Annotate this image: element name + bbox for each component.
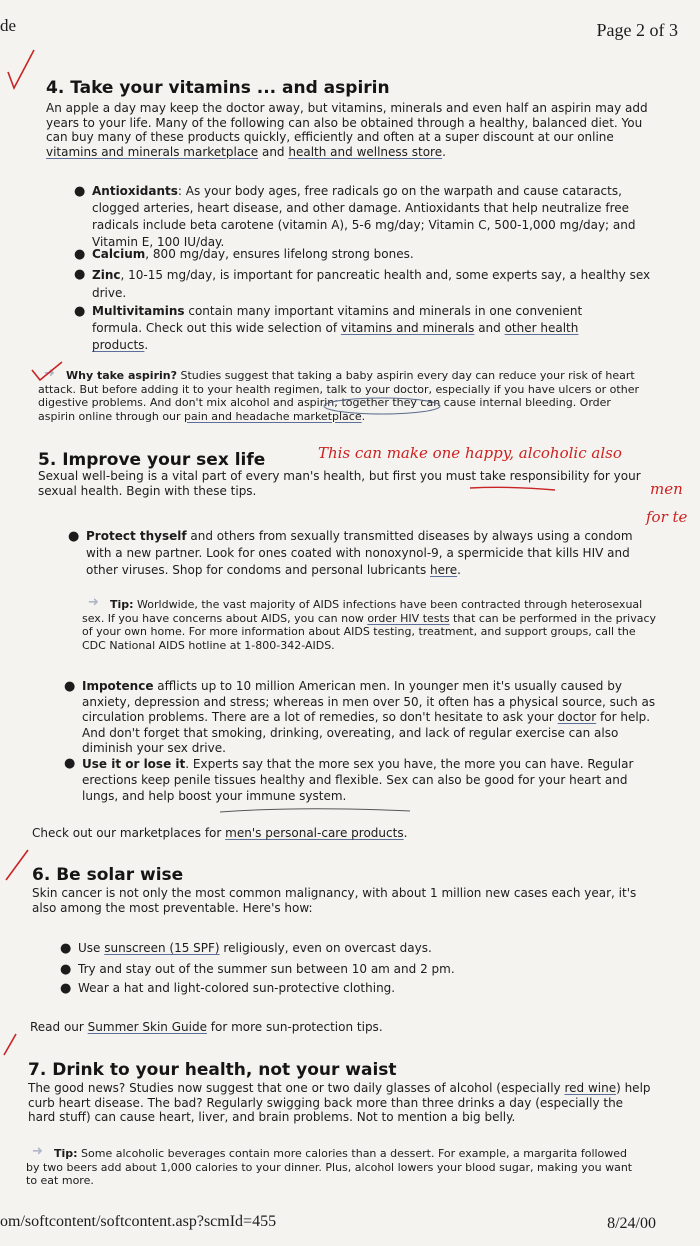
aids-tip: Tip: Worldwide, the vast majority of AIDS infections have been contracted through heterosexual sex. If you have concerns about AIDS, you can now order HIV tests that can be performed in the privacy of your own home. For more information about AIDS testing, treatment, and support groups, call the CDC National AIDS hotline at 1-800-342-AIDS. (82, 598, 657, 652)
red-wine-link[interactable]: red wine (564, 1081, 617, 1095)
list-item-hat: ● Wear a hat and light-colored sun-protective clothing. (60, 981, 396, 996)
check-mark (4, 1034, 16, 1055)
section-4-intro: An apple a day may keep the doctor away, but vitamins, minerals and even half an aspirin may add years to your life. Many of the following can also be obtained through a healthy, balanced diet. You can buy many of these products quickly, efficiently and often at a super discount at our online vitamins and minerals marketplace and health and wellness store. (46, 101, 648, 159)
section-7-intro: The good news? Studies now suggest that one or two daily glasses of alcohol (especially red wine) help curb heart disease. The bad? Regularly swigging back more than three drinks a day (especially the hard stuff) can cause heart, liver, and brain problems. Not to mention a big belly. (28, 1081, 651, 1124)
list-item-impotence: ● Impotence afflicts up to 10 million American men. In younger men it's usually caused by anxiety, depression and stress; whereas in men over 50, it often has a physical source, such as circulation problems. There are a lot of remedies, so don't hesitate to ask your doctor for help. And don't forget that smoking, drinking, overeating, and lack of regular exercise can also diminish your sex drive. (64, 679, 656, 755)
summer-skin-guide-link[interactable]: Summer Skin Guide (87, 1020, 207, 1034)
mens-personal-care-link[interactable]: men's personal-care products (225, 826, 404, 840)
section-4-title: 4. Take your vitamins ... and aspirin (46, 78, 390, 98)
handwritten-note-3: for te (646, 508, 688, 526)
vitamins-minerals-link[interactable]: vitamins and minerals (340, 321, 475, 335)
arrow-icon: ➜ (88, 595, 99, 610)
marketplace-line: Check out our marketplaces for men's personal-care products. (32, 826, 408, 840)
list-item-multivitamins: ● Multivitamins contain many important vitamins and minerals in one convenient formula. Check out this wide selection of vitamins and minerals and other health products. (74, 304, 583, 352)
check-mark (8, 50, 34, 88)
handwritten-note: This can make one happy, alcoholic also (318, 444, 622, 462)
list-item-zinc: ● Zinc, 10-15 mg/day, is important for pancreatic health and, some experts say, a healthy sex drive. (74, 267, 651, 300)
summer-skin-line: Read our Summer Skin Guide for more sun-protection tips. (30, 1020, 383, 1034)
doctor-link[interactable]: doctor (557, 710, 597, 724)
health-wellness-store-link[interactable]: health and wellness store (288, 144, 443, 159)
arrow-icon: ➜ (32, 1144, 43, 1159)
vitamins-marketplace-link[interactable]: vitamins and minerals marketplace (46, 144, 259, 159)
list-item-avoid-sun: ● Try and stay out of the summer sun between 10 am and 2 pm. (60, 962, 455, 977)
page-indicator: Page 2 of 3 (596, 20, 678, 40)
list-item-calcium: ● Calcium, 800 mg/day, ensures lifelong strong bones. (74, 247, 414, 262)
header-left-fragment: de (0, 16, 17, 35)
list-item-protect-thyself: ● Protect thyself and others from sexually transmitted diseases by always using a condom with a new partner. Look for ones coated with nonoxynol-9, a spermicide that kills HIV and other viruses. Shop for condoms and personal lubricants here. (68, 529, 633, 577)
footer-date: 8/24/00 (607, 1215, 656, 1232)
check-mark (6, 850, 28, 880)
arrow-icon: ➜ (44, 366, 55, 381)
alcohol-tip: Tip: Some alcoholic beverages contain more calories than a dessert. For example, a margarita followed by two beers add about 1,000 calories to your dinner. Plus, alcohol lowers your blood sugar, making you want to eat more. (26, 1147, 633, 1187)
other-health-products-link[interactable]: other health products (92, 321, 579, 352)
circled-text: alcohol and aspirin (230, 396, 335, 409)
section-5-intro: Sexual well-being is a vital part of every man's health, but first you must take responsibility for your sexual health. Begin with these tips. (38, 469, 641, 498)
pen-underline (220, 809, 410, 812)
list-item-sunscreen: ● Use sunscreen (15 SPF) religiously, even on overcast days. (60, 941, 432, 956)
condoms-here-link[interactable]: here (430, 563, 458, 577)
section-7-title: 7. Drink to your health, not your waist (28, 1060, 397, 1080)
list-item-use-it: ● Use it or lose it. Experts say that the more sex you have, the more you can have. Regular erections keep penile tissues healthy and flexible. Sex can also be good for your heart and lungs, and help boost your immune system. (64, 756, 634, 803)
section-6-title: 6. Be solar wise (32, 865, 184, 885)
aspirin-note: Why take aspirin? Studies suggest that taking a baby aspirin every day can reduce your risk of heart attack. But before adding it to your health regimen, talk to your doctor, especially if you have ulcers or other digestive problems. And don't mix alcohol and aspirin; together they can cause internal bleeding. Order aspirin online through our pain and headache marketplace. (38, 369, 639, 423)
section-6-intro: Skin cancer is not only the most common malignancy, with about 1 million new cases each year, it's also among the most preventable. Here's how: (32, 886, 637, 915)
footer-url: om/softcontent/softcontent.asp?scmId=455 (0, 1213, 277, 1230)
order-hiv-tests-link[interactable]: order HIV tests (367, 611, 450, 625)
list-item-antioxidants: ● Antioxidants: As your body ages, free radicals go on the warpath and cause cataracts, clogged arteries, heart disease, and other damage. Antioxidants that help neutralize free radicals include beta carotene (vitamin A), 5-6 mg/day; Vitamin C, 500-1,000 mg/day; and Vitamin E, 100 IU/day. (74, 184, 636, 249)
section-5-title: 5. Improve your sex life (38, 450, 266, 470)
sunscreen-link[interactable]: sunscreen (15 SPF) (104, 941, 220, 955)
handwritten-note-2: men (650, 480, 683, 498)
pain-headache-link[interactable]: pain and headache marketplace (184, 409, 362, 423)
